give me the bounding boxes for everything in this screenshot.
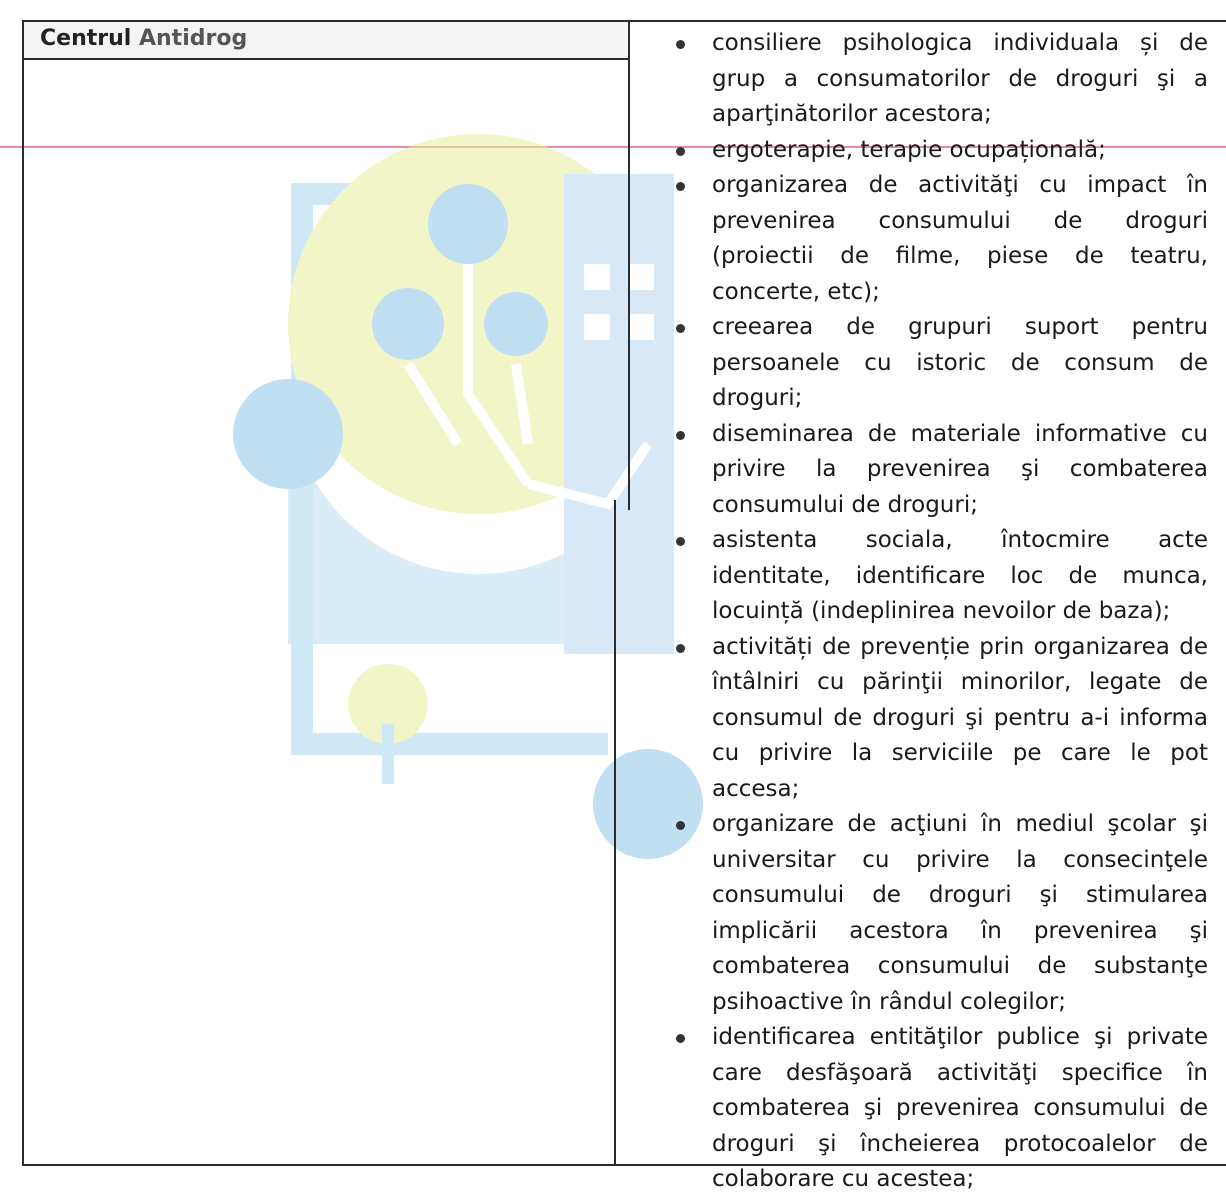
list-item-text: identificarea entităţilor publice şi private care desfăşoară activităţi specifice în combaterea şi prevenirea consumului de droguri şi încheierea protocoalelor de colaborare cu acestea; <box>712 1024 1208 1192</box>
list-item-text: asistenta sociala, întocmire acte identitate, identificare loc de munca, locuință (indeplinirea nevoilor de baza); <box>712 527 1208 624</box>
list-item <box>660 1020 1208 1198</box>
list-item <box>660 630 1208 808</box>
list-item <box>660 133 1208 169</box>
bullet-icon <box>676 324 685 333</box>
table-header-cell <box>24 22 628 60</box>
bullet-icon <box>676 431 685 440</box>
bullet-icon <box>676 644 685 653</box>
table-left-border <box>22 20 24 1166</box>
list-item-text: creearea de grupuri suport pentru persoanele cu istoric de consum de droguri; <box>712 314 1208 411</box>
list-item-text: organizarea de activităţi cu impact în prevenirea consumului de droguri (proiectii de filme, piese de teatru, concerte, etc); <box>712 172 1208 305</box>
services-bullet-list <box>660 26 1208 1198</box>
bullet-icon <box>676 147 685 156</box>
list-item <box>660 168 1208 310</box>
bullet-icon <box>676 1034 685 1043</box>
bullet-icon <box>676 182 685 191</box>
bullet-icon <box>676 537 685 546</box>
bullet-icon <box>676 40 685 49</box>
list-item-text: organizare de acţiuni în mediul şcolar şi universitar cu privire la consecinţele consumului de droguri şi stimularea implicării acestora în prevenirea şi combaterea consumului de substanţe psihoactive în rândul colegilor; <box>712 811 1208 1015</box>
column-divider-lower <box>614 500 616 1166</box>
list-item <box>660 807 1208 1020</box>
list-item-text: diseminarea de materiale informative cu privire la prevenirea şi combaterea consumului de droguri; <box>712 420 1208 518</box>
list-item <box>660 310 1208 417</box>
list-item <box>660 26 1208 133</box>
header-word-1: Centrul <box>40 26 132 51</box>
table-header-title <box>40 26 247 51</box>
list-item-text: activități de prevenție prin organizarea de întâlniri cu părinţii minorilor, legate de consumul de droguri şi pentru a-i informa cu privire la serviciile pe care le pot accesa; <box>712 633 1208 802</box>
list-item-text: ergoterapie, terapie ocupațională; <box>712 136 1106 163</box>
list-item <box>660 523 1208 630</box>
list-item-text: consiliere psihologica individuala și de grup a consumatorilor de droguri şi a aparţinătorilor acestora; <box>712 30 1208 127</box>
header-word-2: Antidrog <box>138 26 248 51</box>
bullet-icon <box>676 821 685 830</box>
list-item <box>660 417 1208 524</box>
column-divider-upper <box>628 20 630 510</box>
